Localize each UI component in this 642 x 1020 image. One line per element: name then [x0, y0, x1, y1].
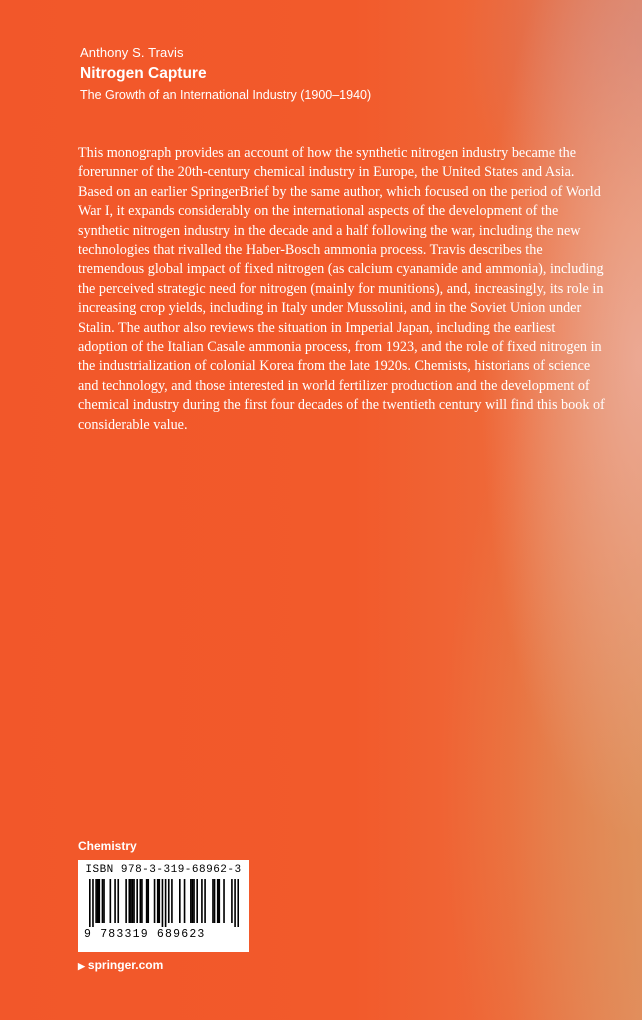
- book-header: [80, 45, 600, 102]
- barcode-bar: [147, 879, 149, 923]
- barcode-bar: [125, 879, 127, 923]
- arrow-right-icon: ▶: [78, 961, 85, 971]
- barcode-bar: [158, 879, 160, 923]
- barcode-bar: [153, 879, 155, 923]
- barcode-bar: [212, 879, 214, 923]
- ean-digits: 9 783319 689623: [84, 928, 206, 941]
- barcode-bar: [98, 879, 100, 923]
- barcode-bar: [141, 879, 143, 923]
- subject-category: Chemistry: [78, 839, 137, 853]
- barcode-bar: [114, 879, 116, 923]
- isbn-label: ISBN 978-3-319-68962-3: [85, 864, 242, 876]
- barcode-bar: [109, 879, 111, 923]
- barcode-bar: [204, 879, 206, 923]
- barcode-bar: [101, 879, 103, 923]
- publisher-link[interactable]: [78, 958, 163, 972]
- barcode-bar: [103, 879, 105, 923]
- barcode-bar: [161, 879, 163, 927]
- barcode-bar: [213, 879, 215, 923]
- barcode-bar: [156, 879, 158, 923]
- barcode-bar: [179, 879, 181, 923]
- barcode-bar: [193, 879, 195, 923]
- barcode-bar: [218, 879, 220, 923]
- barcode-bar: [190, 879, 192, 923]
- barcode-bar: [117, 879, 119, 923]
- isbn-barcode: [78, 860, 249, 952]
- barcode-bar: [130, 879, 132, 923]
- barcode-bar: [89, 879, 91, 927]
- barcode-bar: [131, 879, 133, 923]
- barcode-bar: [145, 879, 147, 923]
- barcode-bar: [216, 879, 218, 923]
- barcode-bar: [171, 879, 173, 923]
- barcode-bar: [201, 879, 203, 923]
- barcode-bar: [223, 879, 225, 923]
- barcode-bar: [183, 879, 185, 923]
- author-name: Anthony S. Travis: [80, 45, 184, 60]
- barcode-bar: [237, 879, 239, 927]
- barcode-bar: [191, 879, 193, 923]
- barcode-bars: [89, 879, 239, 927]
- book-description: This monograph provides an account of how the synthetic nitrogen industry became the forerunner of the 20th-century chemical industry in Europe, the United States and Asia. Based on an earlier SpringerBrief by the same author, which focused on the period of World War I, it expands considerably on the international aspects of the development of the synthetic nitrogen industry in the decade and a half following the war, including the new technologies that rivalled the Haber-Bosch ammonia process. Travis describes the tremendous global impact of fixed nitrogen (as calcium cyanamide and ammonia), including the perceived strategic need for nitrogen (mainly for munitions), and, increasingly, its role in increasing crop yields, including in Italy under Mussolini, and in the Soviet Union under Stalin. The author also reviews the situation in Imperial Japan, including the earliest adoption of the Italian Casale ammonia process, from 1923, and the role of fixed nitrogen in the industrialization of colonial Korea from the late 1920s. Chemists, historians of science and technology, and those interested in world fertilizer production and the development of chemical industry during the first four decades of the twentieth century will find this book of considerable value.: [78, 145, 605, 433]
- barcode-bar: [95, 879, 97, 923]
- barcode-bar: [92, 879, 94, 927]
- barcode-bar: [136, 879, 138, 923]
- barcode-bar: [231, 879, 233, 923]
- barcode-bar: [167, 879, 169, 923]
- publisher-site: springer.com: [87, 958, 164, 972]
- barcode-bar: [96, 879, 98, 923]
- barcode-bar: [139, 879, 141, 923]
- barcode-bar: [164, 879, 166, 927]
- barcode-bar: [196, 879, 198, 923]
- barcode-bar: [234, 879, 236, 927]
- book-subtitle: The Growth of an International Industry (1900–1940): [80, 88, 372, 102]
- barcode-bar: [128, 879, 130, 923]
- barcode-bar: [133, 879, 135, 923]
- book-title: Nitrogen Capture: [80, 65, 207, 82]
